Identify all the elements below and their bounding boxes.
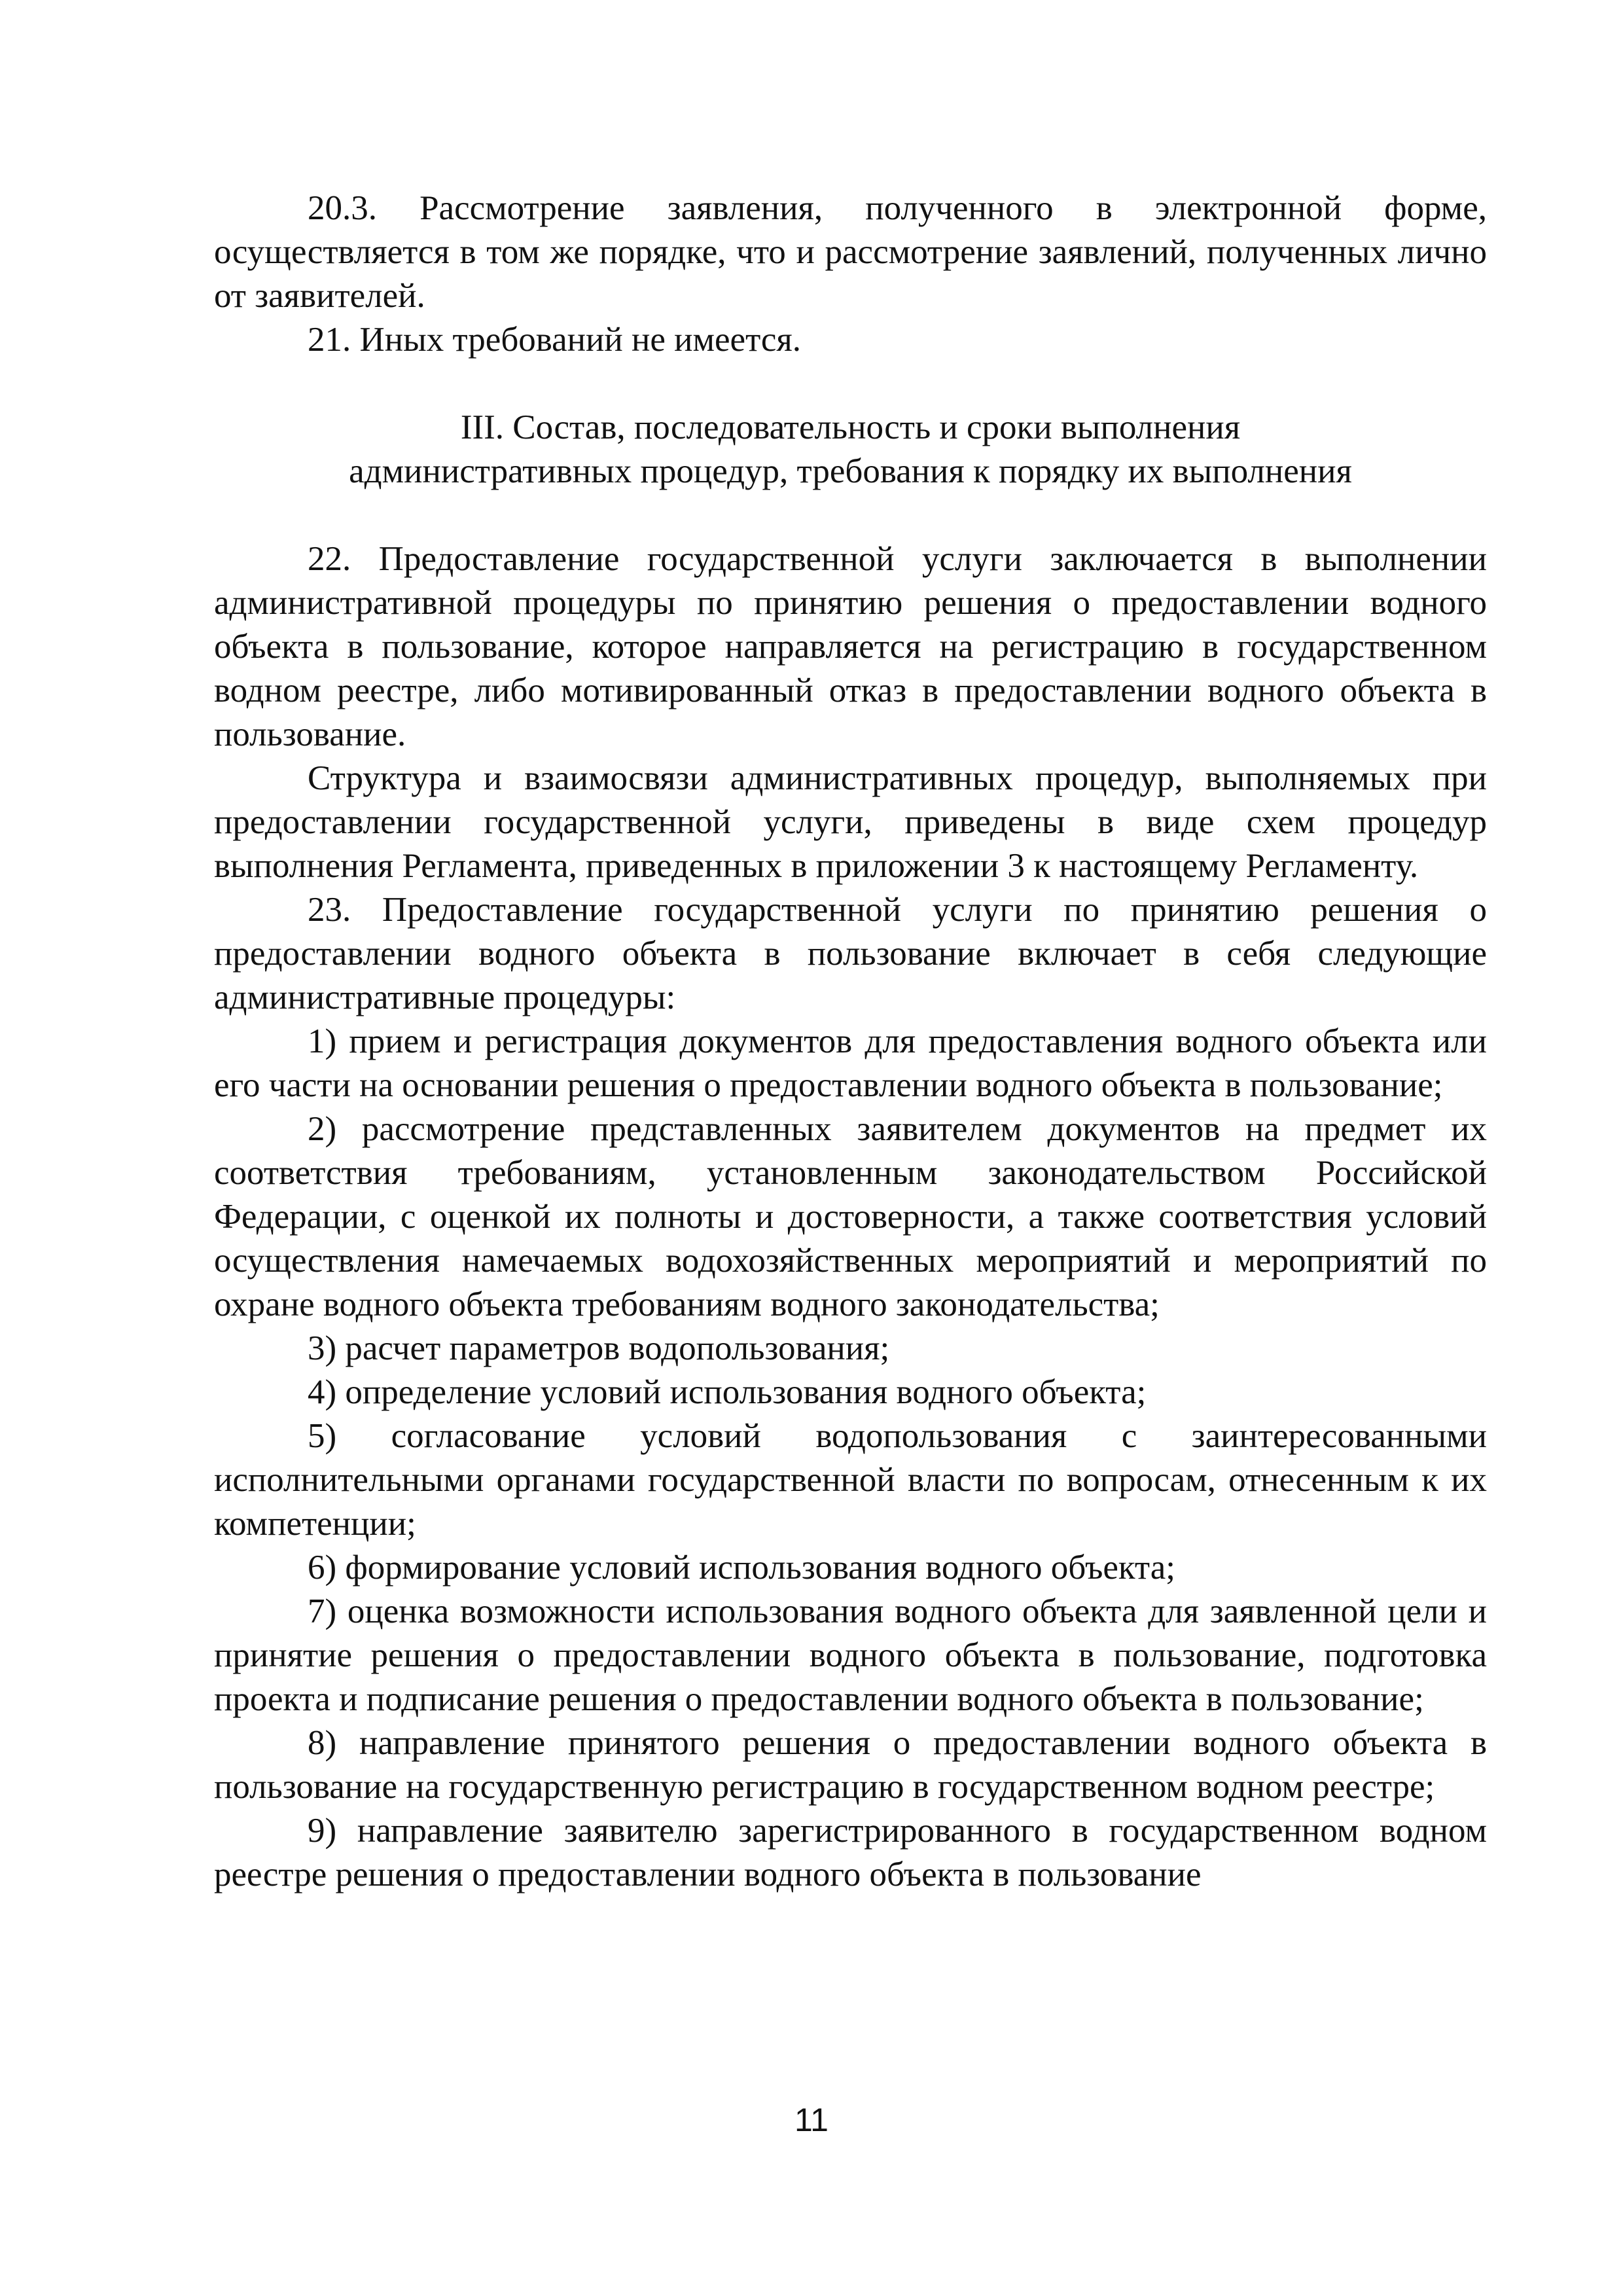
list-item-6: 6) формирование условий использования водного объекта;	[308, 1549, 1175, 1587]
page-number: 11	[794, 2102, 829, 2138]
list-item-8: 8) направление принятого решения о предоставлении водного объекта в пользование на государственную регистрацию в государственном водном реестре;	[214, 1724, 1487, 1806]
paragraph-23: 23. Предоставление государственной услуги по принятию решения о предоставлении водного объекта в пользование включает в себя следующие административные процедуры:	[214, 891, 1487, 1016]
paragraph-structure: Структура и взаимосвязи административных процедур, выполняемых при предоставлении государственной услуги, приведены в виде схем процедур выполнения Регламента, приведенных в приложении 3 к настоящему Регламенту.	[214, 759, 1487, 885]
list-item-9: 9) направление заявителю зарегистрированного в государственном водном реестре решения о предоставлении водного объекта в пользование	[214, 1812, 1487, 1893]
section-heading-line-2: административных процедур, требования к порядку их выполнения	[349, 452, 1352, 490]
list-item-2: 2) рассмотрение представленных заявителем документов на предмет их соответствия требованиям, установленным законодательством Российской Федерации, с оценкой их полноты и достоверности, а также соответствия условий осуществления намечаемых водохозяйственных мероприятий и мероприятий по охране водного объекта требованиям водного законодательства;	[214, 1110, 1487, 1323]
section-heading-line-1: III. Состав, последовательность и сроки выполнения	[460, 408, 1241, 446]
document-body	[214, 187, 1487, 1897]
list-item-5: 5) согласование условий водопользования с заинтересованными исполнительными органами государственной власти по вопросам, отнесенным к их компетенции;	[214, 1417, 1487, 1543]
paragraph-21: 21. Иных требований не имеется.	[308, 321, 802, 359]
list-item-3: 3) расчет параметров водопользования;	[308, 1329, 890, 1367]
list-item-7: 7) оценка возможности использования водного объекта для заявленной цели и принятие решения о предоставлении водного объекта в пользование, подготовка проекта и подписание решения о предоставлении водного объекта в пользование;	[214, 1592, 1487, 1718]
list-item-1: 1) прием и регистрация документов для предоставления водного объекта или его части на основании решения о предоставлении водного объекта в пользование;	[214, 1022, 1487, 1104]
section-heading	[214, 406, 1487, 493]
paragraph-22: 22. Предоставление государственной услуги заключается в выполнении административной процедуры по принятию решения о предоставлении водного объекта в пользование, которое направляется на регистрацию в государственном водном реестре, либо мотивированный отказ в предоставлении водного объекта в пользование.	[214, 540, 1487, 753]
list-item-4: 4) определение условий использования водного объекта;	[308, 1373, 1147, 1411]
paragraph-20-3: 20.3. Рассмотрение заявления, полученного в электронной форме, осуществляется в том же порядке, что и рассмотрение заявлений, полученных лично от заявителей.	[214, 189, 1487, 315]
